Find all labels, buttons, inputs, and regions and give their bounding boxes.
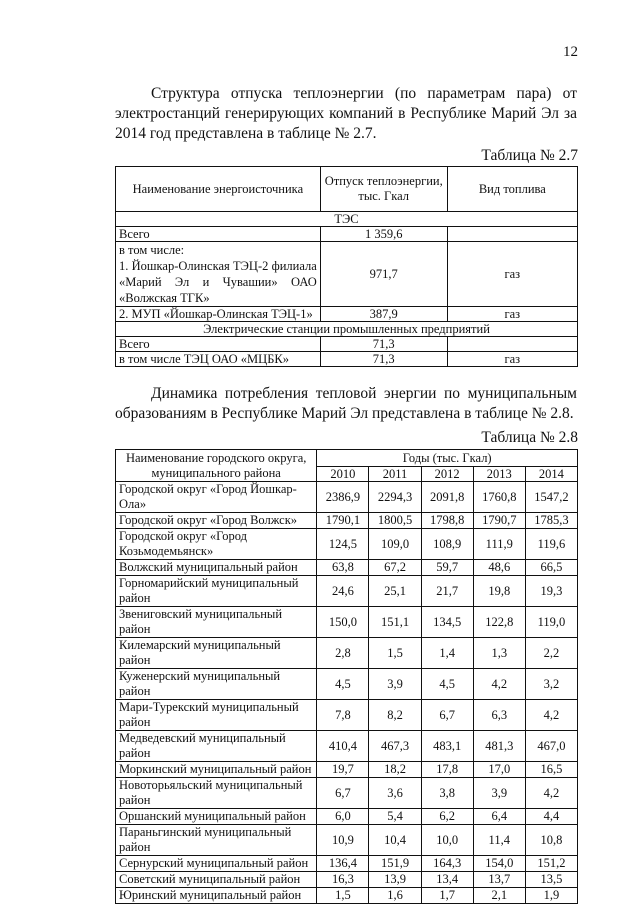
table28-cell: 1,5 bbox=[317, 888, 369, 904]
table28-header-row bbox=[116, 450, 578, 467]
table28-cell: 19,3 bbox=[525, 576, 577, 607]
table27-section-industrial bbox=[116, 322, 578, 337]
table-row bbox=[116, 576, 578, 607]
table27-section-tes bbox=[116, 212, 578, 227]
table28-row-name: Килемарский муниципальный район bbox=[116, 638, 317, 669]
table28-cell: 13,7 bbox=[473, 872, 525, 888]
table28-cell: 10,4 bbox=[369, 825, 421, 856]
table28-cell: 1800,5 bbox=[369, 513, 421, 529]
table27-row1-fuel: газ bbox=[447, 242, 577, 307]
table-row bbox=[116, 227, 578, 242]
table28-cell: 1,7 bbox=[421, 888, 473, 904]
table27-row2-name: 2. МУП «Йошкар-Олинская ТЭЦ-1» bbox=[116, 307, 321, 322]
table27-row1-prefix: в том числе: bbox=[119, 243, 185, 257]
table28-cell: 3,2 bbox=[525, 669, 577, 700]
table28-cell: 1,6 bbox=[369, 888, 421, 904]
table28-cell: 19,7 bbox=[317, 762, 369, 778]
table-row bbox=[116, 560, 578, 576]
table-row bbox=[116, 482, 578, 513]
table27-header-fuel: Вид топлива bbox=[447, 167, 577, 212]
table28-header-years: Годы (тыс. Гкал) bbox=[317, 450, 578, 467]
table-row bbox=[116, 638, 578, 669]
table28-cell: 21,7 bbox=[421, 576, 473, 607]
table28-cell: 1,3 bbox=[473, 638, 525, 669]
table27-header-source: Наименование энергоисточника bbox=[116, 167, 321, 212]
table-row bbox=[116, 242, 578, 307]
table28-cell: 6,2 bbox=[421, 809, 473, 825]
table28-cell: 66,5 bbox=[525, 560, 577, 576]
table27-total-value: 1 359,6 bbox=[320, 227, 447, 242]
table28-row-name: Куженерский муниципальный район bbox=[116, 669, 317, 700]
table28-cell: 151,9 bbox=[369, 856, 421, 872]
page-number: 12 bbox=[563, 44, 578, 60]
table28-cell: 6,4 bbox=[473, 809, 525, 825]
table28-cell: 151,2 bbox=[525, 856, 577, 872]
table28-cell: 1790,7 bbox=[473, 513, 525, 529]
table28-cell: 1798,8 bbox=[421, 513, 473, 529]
table-row bbox=[116, 337, 578, 352]
table27-row4-value: 71,3 bbox=[320, 352, 447, 367]
table28-cell: 3,9 bbox=[473, 778, 525, 809]
table28-cell: 63,8 bbox=[317, 560, 369, 576]
table28-cell: 17,0 bbox=[473, 762, 525, 778]
paragraph-table27-intro bbox=[115, 84, 577, 144]
table28-cell: 481,3 bbox=[473, 731, 525, 762]
table28-cell: 108,9 bbox=[421, 529, 473, 560]
table28-cell: 4,2 bbox=[473, 669, 525, 700]
table27-row1-name: 1. Йошкар-Олинская ТЭЦ-2 филиала «Марий Эл и Чувашии» ОАО «Волжская ТГК» bbox=[119, 259, 317, 305]
table28-cell: 109,0 bbox=[369, 529, 421, 560]
table28-cell: 25,1 bbox=[369, 576, 421, 607]
table-row bbox=[116, 731, 578, 762]
table28-cell: 4,4 bbox=[525, 809, 577, 825]
table27-section-tes-label: ТЭС bbox=[116, 212, 578, 227]
table-2-7 bbox=[115, 166, 578, 367]
table28-cell: 111,9 bbox=[473, 529, 525, 560]
table28-cell: 1785,3 bbox=[525, 513, 577, 529]
table28-row-name: Горномарийский муниципальный район bbox=[116, 576, 317, 607]
table28-cell: 6,7 bbox=[421, 700, 473, 731]
table28-year-2014: 2014 bbox=[525, 467, 577, 482]
table28-year-2013: 2013 bbox=[473, 467, 525, 482]
table28-cell: 24,6 bbox=[317, 576, 369, 607]
table27-row2-fuel: газ bbox=[447, 307, 577, 322]
table28-cell: 10,9 bbox=[317, 825, 369, 856]
table27-caption: Таблица № 2.7 bbox=[481, 147, 578, 164]
table28-cell: 1547,2 bbox=[525, 482, 577, 513]
table-row bbox=[116, 529, 578, 560]
table28-cell: 164,3 bbox=[421, 856, 473, 872]
table-row bbox=[116, 778, 578, 809]
table28-cell: 410,4 bbox=[317, 731, 369, 762]
table28-cell: 467,3 bbox=[369, 731, 421, 762]
table28-cell: 2,1 bbox=[473, 888, 525, 904]
table28-cell: 67,2 bbox=[369, 560, 421, 576]
table28-cell: 10,0 bbox=[421, 825, 473, 856]
table28-cell: 1,9 bbox=[525, 888, 577, 904]
table28-cell: 2294,3 bbox=[369, 482, 421, 513]
table28-row-name: Оршанский муниципальный район bbox=[116, 809, 317, 825]
table27-row1-value: 971,7 bbox=[320, 242, 447, 307]
table-row bbox=[116, 762, 578, 778]
table28-cell: 13,9 bbox=[369, 872, 421, 888]
table28-cell: 1760,8 bbox=[473, 482, 525, 513]
table28-cell: 154,0 bbox=[473, 856, 525, 872]
table-row bbox=[116, 307, 578, 322]
table-row bbox=[116, 872, 578, 888]
table27-row4-name: в том числе ТЭЦ ОАО «МЦБК» bbox=[116, 352, 321, 367]
table28-cell: 4,5 bbox=[317, 669, 369, 700]
table28-cell: 10,8 bbox=[525, 825, 577, 856]
table28-row-name: Городской округ «Город Йошкар-Ола» bbox=[116, 482, 317, 513]
table28-cell: 3,9 bbox=[369, 669, 421, 700]
table28-caption: Таблица № 2.8 bbox=[481, 429, 578, 446]
table28-header-name: Наименование городского округа, муниципального района bbox=[116, 450, 317, 482]
table27-header-output: Отпуск теплоэнергии, тыс. Гкал bbox=[320, 167, 447, 212]
table28-cell: 124,5 bbox=[317, 529, 369, 560]
table28-year-2011: 2011 bbox=[369, 467, 421, 482]
table28-cell: 4,2 bbox=[525, 700, 577, 731]
table28-cell: 13,4 bbox=[421, 872, 473, 888]
table28-cell: 17,8 bbox=[421, 762, 473, 778]
table28-cell: 19,8 bbox=[473, 576, 525, 607]
table28-year-2010: 2010 bbox=[317, 467, 369, 482]
table28-cell: 6,0 bbox=[317, 809, 369, 825]
paragraph2-text: Динамика потребления тепловой энергии по муниципальным образованиям в Республике Марий Эл представлена в таблице № 2.8. bbox=[115, 385, 577, 422]
table28-cell: 2,8 bbox=[317, 638, 369, 669]
table28-cell: 8,2 bbox=[369, 700, 421, 731]
table28-row-name: Звениговский муниципальный район bbox=[116, 607, 317, 638]
table27-total-name: Всего bbox=[116, 227, 321, 242]
table27-header-row bbox=[116, 167, 578, 212]
table28-cell: 2,2 bbox=[525, 638, 577, 669]
table28-cell: 1790,1 bbox=[317, 513, 369, 529]
table28-cell: 13,5 bbox=[525, 872, 577, 888]
table28-year-2012: 2012 bbox=[421, 467, 473, 482]
table28-cell: 150,0 bbox=[317, 607, 369, 638]
table28-cell: 4,2 bbox=[525, 778, 577, 809]
table28-cell: 16,5 bbox=[525, 762, 577, 778]
table28-cell: 2386,9 bbox=[317, 482, 369, 513]
table28-cell: 119,6 bbox=[525, 529, 577, 560]
table28-cell: 2091,8 bbox=[421, 482, 473, 513]
table-row bbox=[116, 825, 578, 856]
table28-row-name: Советский муниципальный район bbox=[116, 872, 317, 888]
paragraph-table28-intro bbox=[115, 384, 577, 424]
paragraph1-text: Структура отпуска теплоэнергии (по параметрам пара) от электростанций генерирующих компаний в Республике Марий Эл за 2014 год представлена в таблице № 2.7. bbox=[115, 85, 577, 142]
table28-row-name: Новоторьяльский муниципальный район bbox=[116, 778, 317, 809]
table28-cell: 7,8 bbox=[317, 700, 369, 731]
table-row bbox=[116, 513, 578, 529]
table28-body bbox=[116, 482, 578, 904]
table-2-8 bbox=[115, 449, 578, 904]
table-row bbox=[116, 809, 578, 825]
table28-cell: 122,8 bbox=[473, 607, 525, 638]
table28-row-name: Медведевский муниципальный район bbox=[116, 731, 317, 762]
table-row bbox=[116, 700, 578, 731]
table28-cell: 151,1 bbox=[369, 607, 421, 638]
table27-row2-value: 387,9 bbox=[320, 307, 447, 322]
table28-cell: 6,7 bbox=[317, 778, 369, 809]
table-row bbox=[116, 888, 578, 904]
table28-cell: 48,6 bbox=[473, 560, 525, 576]
table27-row4-fuel: газ bbox=[447, 352, 577, 367]
table28-cell: 1,4 bbox=[421, 638, 473, 669]
table28-cell: 59,7 bbox=[421, 560, 473, 576]
table27-section-industrial-label: Электрические станции промышленных предприятий bbox=[116, 322, 578, 337]
table28-cell: 11,4 bbox=[473, 825, 525, 856]
table28-row-name: Городской округ «Город Волжск» bbox=[116, 513, 317, 529]
table-row bbox=[116, 607, 578, 638]
table27-row3-value: 71,3 bbox=[320, 337, 447, 352]
table27-row3-fuel bbox=[447, 337, 577, 352]
table-row bbox=[116, 352, 578, 367]
table28-row-name: Мари-Турекский муниципальный район bbox=[116, 700, 317, 731]
table28-cell: 3,6 bbox=[369, 778, 421, 809]
table28-cell: 134,5 bbox=[421, 607, 473, 638]
table28-cell: 18,2 bbox=[369, 762, 421, 778]
table28-cell: 483,1 bbox=[421, 731, 473, 762]
table28-row-name: Сернурский муниципальный район bbox=[116, 856, 317, 872]
table-row bbox=[116, 669, 578, 700]
table28-row-name: Волжский муниципальный район bbox=[116, 560, 317, 576]
table27-total-fuel bbox=[447, 227, 577, 242]
table27-row3-name: Всего bbox=[116, 337, 321, 352]
table28-row-name: Юринский муниципальный район bbox=[116, 888, 317, 904]
table28-row-name: Моркинский муниципальный район bbox=[116, 762, 317, 778]
table28-cell: 119,0 bbox=[525, 607, 577, 638]
table28-cell: 3,8 bbox=[421, 778, 473, 809]
table28-cell: 1,5 bbox=[369, 638, 421, 669]
table-row bbox=[116, 856, 578, 872]
table28-cell: 467,0 bbox=[525, 731, 577, 762]
table28-cell: 16,3 bbox=[317, 872, 369, 888]
table28-cell: 5,4 bbox=[369, 809, 421, 825]
table28-cell: 4,5 bbox=[421, 669, 473, 700]
table28-cell: 136,4 bbox=[317, 856, 369, 872]
table27-row1-name-cell bbox=[116, 242, 321, 307]
table28-row-name: Параньгинский муниципальный район bbox=[116, 825, 317, 856]
table28-cell: 6,3 bbox=[473, 700, 525, 731]
table28-row-name: Городской округ «Город Козьмодемьянск» bbox=[116, 529, 317, 560]
